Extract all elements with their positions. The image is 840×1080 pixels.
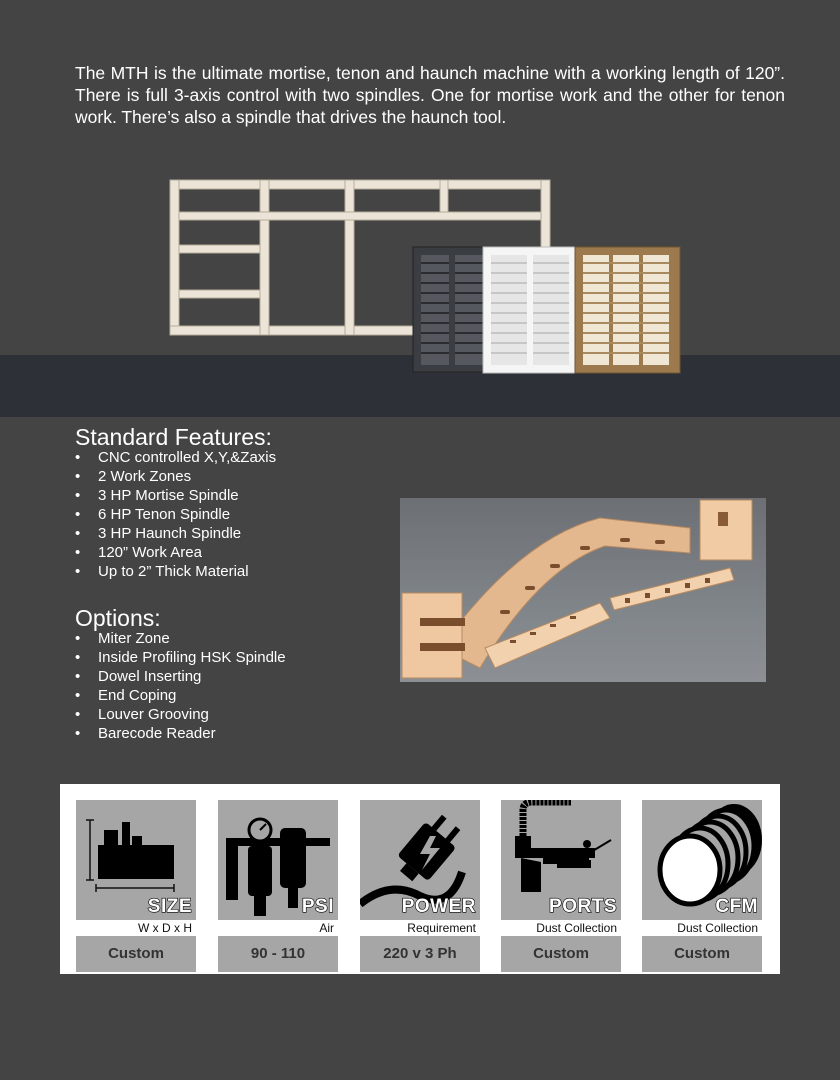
- intro-paragraph: The MTH is the ultimate mortise, tenon and haunch machine with a working length of 120”. There is full 3-axis control with two spindles. One for mortise work and the other for tenon work. There’s also a spindle that drives the haunch tool.: [75, 63, 785, 127]
- spec-psi: [218, 800, 338, 972]
- spec-cfm: [642, 800, 762, 972]
- spec-subtitle: Air: [319, 921, 334, 935]
- spec-strip: [60, 784, 780, 974]
- spec-subtitle: Dust Collection: [536, 921, 617, 935]
- spec-subtitle: Requirement: [407, 921, 476, 935]
- list-item: • 6 HP Tenon Spindle: [75, 505, 276, 524]
- spec-name: CFM: [715, 896, 758, 917]
- spec-subtitle: W x D x H: [138, 921, 192, 935]
- hero-image-frame-and-shutters: [165, 175, 695, 380]
- spec-value: 90 - 110: [218, 936, 338, 972]
- duct-rings-icon: [642, 800, 762, 920]
- list-item: • Miter Zone: [75, 629, 286, 648]
- spec-value: 220 v 3 Ph: [360, 936, 480, 972]
- air-filter-icon: [218, 800, 338, 920]
- spec-power: [360, 800, 480, 972]
- spec-value: Custom: [642, 936, 762, 972]
- spec-subtitle: Dust Collection: [677, 921, 758, 935]
- machined-parts-photo: [400, 498, 766, 682]
- standard-features-list: [75, 448, 276, 581]
- list-item: • Up to 2” Thick Material: [75, 562, 276, 581]
- spec-value: Custom: [501, 936, 621, 972]
- list-item: • Louver Grooving: [75, 705, 286, 724]
- list-item: • Barecode Reader: [75, 724, 286, 743]
- list-item: • 3 HP Mortise Spindle: [75, 486, 276, 505]
- list-item: • 120” Work Area: [75, 543, 276, 562]
- spec-name: PSI: [301, 896, 334, 917]
- standard-features-title: Standard Features:: [75, 424, 272, 450]
- spec-value: Custom: [76, 936, 196, 972]
- list-item: • Dowel Inserting: [75, 667, 286, 686]
- size-icon: [76, 800, 196, 920]
- power-plug-icon: [360, 800, 480, 920]
- spec-name: SIZE: [147, 896, 192, 917]
- list-item: • End Coping: [75, 686, 286, 705]
- options-title: Options:: [75, 605, 161, 631]
- spec-size: [76, 800, 196, 972]
- spec-name: PORTS: [549, 896, 617, 917]
- list-item: • 3 HP Haunch Spindle: [75, 524, 276, 543]
- options-list: [75, 629, 286, 743]
- spec-ports: [501, 800, 621, 972]
- list-item: • Inside Profiling HSK Spindle: [75, 648, 286, 667]
- list-item: • 2 Work Zones: [75, 467, 276, 486]
- dust-port-icon: [501, 800, 621, 920]
- list-item: • CNC controlled X,Y,&Zaxis: [75, 448, 276, 467]
- spec-name: POWER: [401, 896, 476, 917]
